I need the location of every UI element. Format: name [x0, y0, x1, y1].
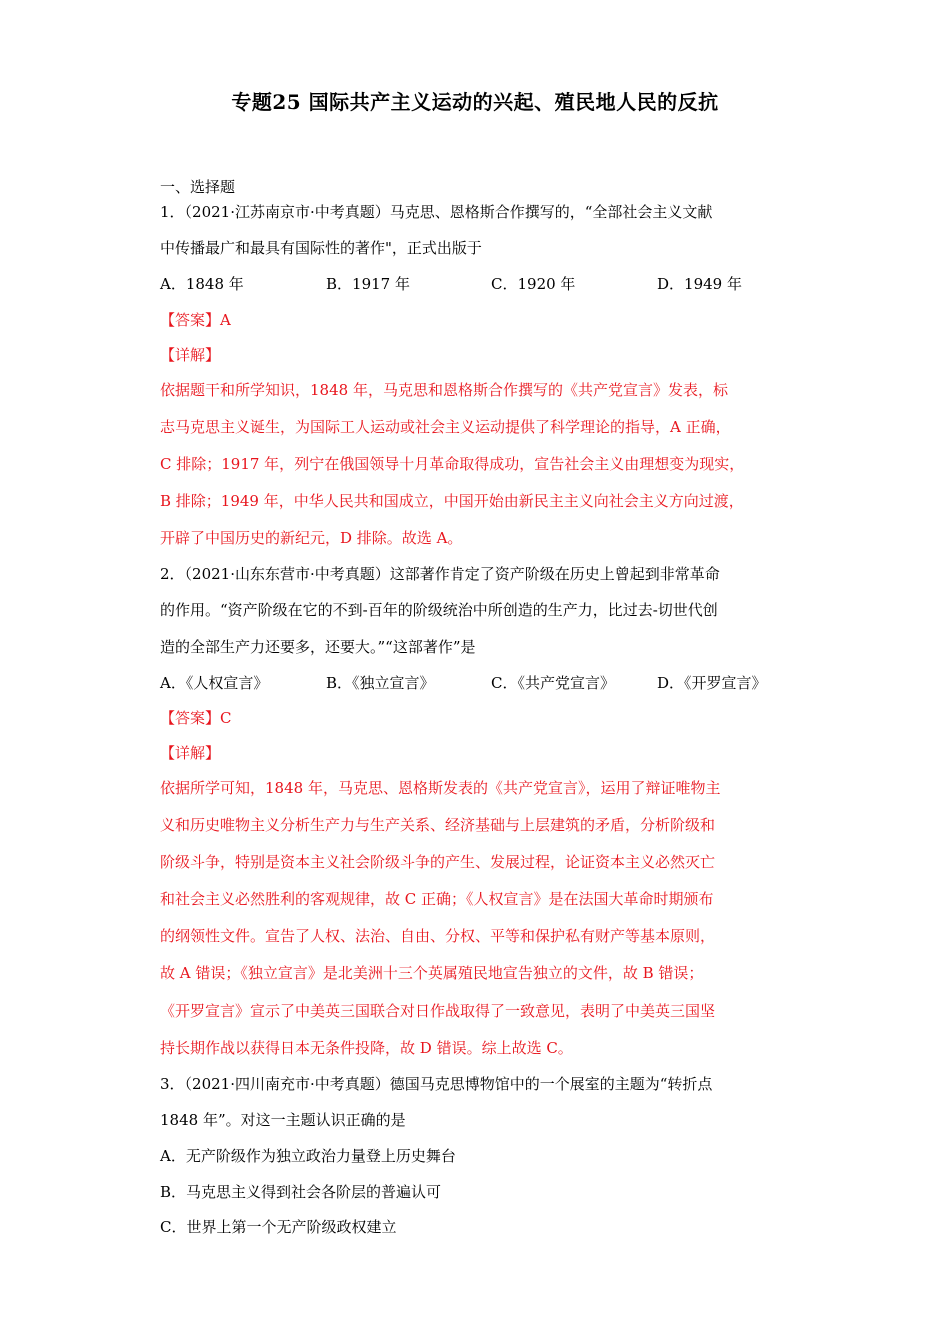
- q1-explanation-line-3: C 排除；1917 年，列宁在俄国领导十月革命取得成功，宣告社会主义由理想变为现实，: [160, 455, 745, 473]
- section-heading: 一、选择题: [160, 178, 236, 196]
- q2-explanation-line-1: 依据所学可知，1848 年，马克思、恩格斯发表的《共产党宣言》，运用了辩证唯物主: [160, 779, 721, 797]
- q2-explanation-line-5: 的纲领性文件。宣告了人权、法治、自由、分权、平等和保护私有财产等基本原则，: [160, 927, 716, 945]
- page-title: 专题25 国际共产主义运动的兴起、殖民地人民的反抗: [231, 90, 719, 114]
- q2-explanation-line-4: 和社会主义必然胜利的客观规律，故 C 正确；《人权宣言》是在法国大革命时期颁布: [160, 890, 714, 908]
- q1-answer: 【答案】A: [160, 311, 231, 329]
- q2-answer: 【答案】C: [160, 709, 232, 727]
- q2-detail-label: 【详解】: [160, 744, 221, 762]
- q1-explanation-line-1: 依据题干和所学知识，1848 年，马克思和恩格斯合作撰写的《共产党宣言》发表，标: [160, 381, 728, 399]
- q1-explanation-line-4: B 排除；1949 年，中华人民共和国成立，中国开始由新民主主义向社会主义方向过渡，: [160, 492, 744, 510]
- q3-stem-line-1: 3．（2021·四川南充市·中考真题）德国马克思博物馆中的一个展室的主题为“转折点: [160, 1075, 713, 1093]
- q2-explanation-line-3: 阶级斗争，特别是资本主义社会阶级斗争的产生、发展过程，论证资本主义必然灭亡: [160, 853, 716, 871]
- q2-stem-line-1: 2．（2021·山东东营市·中考真题）这部著作肯定了资产阶级在历史上曾起到非常革命: [160, 565, 720, 583]
- q2-explanation-line-2: 义和历史唯物主义分析生产力与生产关系、经济基础与上层建筑的矛盾，分析阶级和: [160, 816, 716, 834]
- q2-option-d: D．《开罗宣言》: [657, 674, 767, 692]
- q1-stem-line-1: 1．（2021·江苏南京市·中考真题）马克思、恩格斯合作撰写的，“全部社会主义文献: [160, 203, 713, 221]
- q2-explanation-line-8: 持长期作战以获得日本无条件投降，故 D 错误。综上故选 C。: [160, 1039, 573, 1057]
- q3-option-b: B．马克思主义得到社会各阶层的普遍认可: [160, 1183, 442, 1201]
- q1-option-a: A．1848 年: [160, 275, 244, 293]
- q1-stem-line-2: 中传播最广和最具有国际性的著作"，正式出版于: [160, 239, 482, 257]
- q2-stem-line-3: 造的全部生产力还要多，还要大。”“这部著作”是: [160, 638, 476, 656]
- q2-option-b: B．《独立宣言》: [326, 674, 435, 692]
- q3-stem-line-2: 1848 年”。对这一主题认识正确的是: [160, 1111, 406, 1129]
- q1-option-c: C．1920 年: [491, 275, 576, 293]
- q2-explanation-line-6: 故 A 错误；《独立宣言》是北美洲十三个英属殖民地宣告独立的文件，故 B 错误；: [160, 964, 704, 982]
- q1-detail-label: 【详解】: [160, 346, 221, 364]
- q2-explanation-line-7: 《开罗宣言》宣示了中美英三国联合对日作战取得了一致意见，表明了中美英三国坚: [160, 1002, 716, 1020]
- q2-option-a: A．《人权宣言》: [160, 674, 269, 692]
- q1-explanation-line-5: 开辟了中国历史的新纪元，D 排除。故选 A。: [160, 529, 463, 547]
- q2-option-c: C．《共产党宣言》: [491, 674, 615, 692]
- q3-option-c: C．世界上第一个无产阶级政权建立: [160, 1218, 397, 1236]
- q3-option-a: A．无产阶级作为独立政治力量登上历史舞台: [160, 1147, 456, 1165]
- q1-explanation-line-2: 志马克思主义诞生，为国际工人运动或社会主义运动提供了科学理论的指导，A 正确，: [160, 418, 731, 436]
- q2-stem-line-2: 的作用。“资产阶级在它的不到-百年的阶级统治中所创造的生产力，比过去-切世代创: [160, 601, 718, 619]
- q1-option-d: D．1949 年: [657, 275, 742, 293]
- q1-option-b: B．1917 年: [326, 275, 410, 293]
